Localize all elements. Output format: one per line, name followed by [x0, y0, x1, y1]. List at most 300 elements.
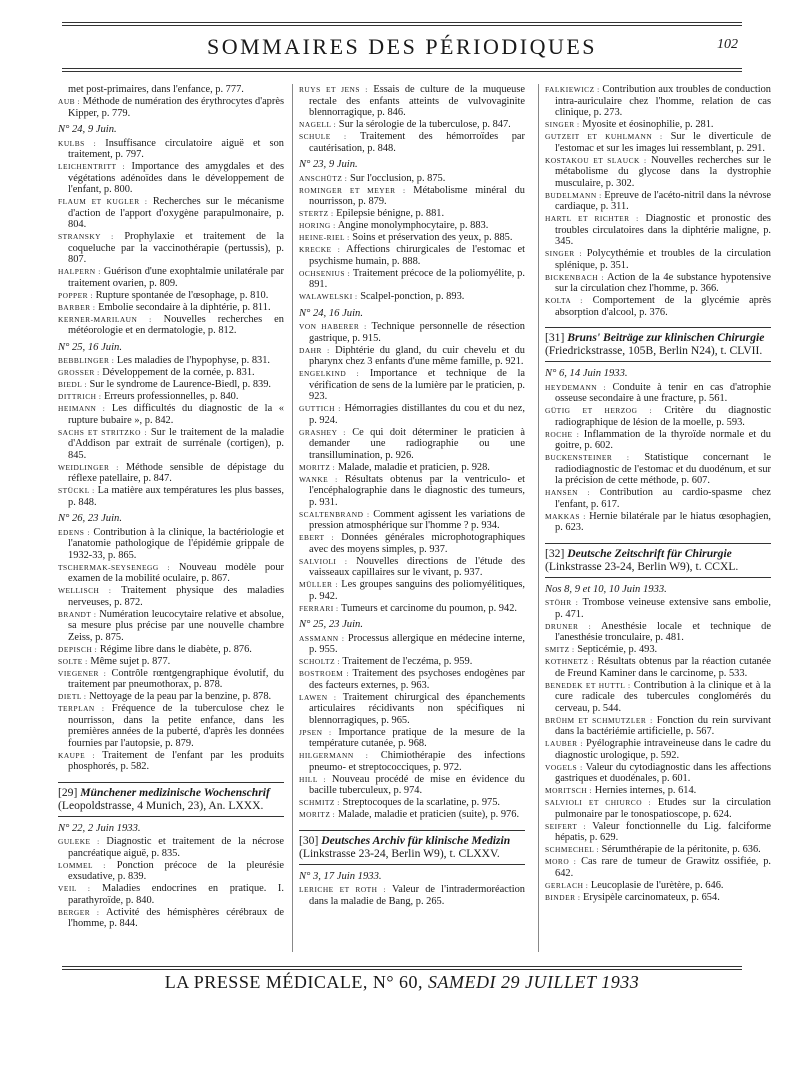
abstract-entry [58, 355, 284, 367]
abstract-text: Fréquence de la tuberculose chez le nourrisson, dans la petite enfance, dans les premières années de la puberté, d'après les données fournies par l'autopsie, p. 879. [68, 703, 284, 749]
author-name: HILL : [299, 774, 326, 784]
abstract-text: Erysipèle carcinomateux, p. 654. [583, 891, 720, 903]
header-rule [62, 68, 742, 69]
abstract-entry [545, 597, 771, 620]
abstract-entry [299, 185, 525, 208]
abstract-entry [545, 738, 771, 761]
abstract-entry [545, 656, 771, 679]
footer-journal: LA PRESSE MÉDICALE, [164, 972, 368, 992]
abstract-text: Hernies internes, p. 614. [594, 785, 697, 796]
author-name: MORITZ : [299, 810, 336, 819]
author-name: WANKE : [299, 474, 338, 484]
abstract-entry [545, 272, 771, 295]
abstract-entry [299, 268, 525, 291]
column-divider [538, 84, 539, 952]
abstract-text: Résultats obtenus par la ventriculo- et l'encéphalographie dans le diagnostic des tumeurs, p. 931. [309, 473, 525, 508]
abstract-entry [299, 427, 525, 462]
abstract-entry [58, 462, 284, 485]
author-name: MORITSCH : [545, 786, 593, 795]
author-name: SCHULE : [299, 132, 347, 141]
author-name: ROMINGER ET MEYER : [299, 185, 406, 195]
abstract-entry [58, 391, 284, 403]
page-header [62, 16, 742, 72]
author-name: ANSCHÜTZ : [299, 173, 348, 183]
abstract-entry [299, 173, 525, 185]
abstract-text: Insuffisance circulatoire aiguë et son traitement, p. 797. [68, 137, 284, 160]
author-name: MORITZ : [299, 462, 336, 472]
abstract-entry [545, 452, 771, 487]
abstract-text: Résultats obtenus par la réaction cutanée de Freund Kaminer dans le carcinome, p. 533. [555, 656, 771, 679]
abstract-text: Méthode de numération des érythrocytes d'après Kipper, p. 779. [68, 96, 284, 119]
abstract-entry [299, 403, 525, 426]
abstract-text: Epreuve de l'acéto-nitril dans la névrose cardiaque, p. 311. [555, 189, 771, 212]
abstract-text: Malade, maladie et praticien (suite), p. 976. [337, 809, 520, 820]
issue-number: N° 23, 9 Juin. [299, 159, 358, 170]
abstract-text: Contribution au cardio-spasme chez l'enfant, p. 617. [555, 487, 771, 510]
abstract-text: Nettoyage de la peau par la benzine, p. 878. [89, 691, 272, 702]
author-name: VEIL : [58, 884, 91, 893]
abstract-entry [299, 119, 525, 131]
author-name: GUTZEIT ET KUHLMANN : [545, 132, 663, 141]
author-name: VOGELS : [545, 762, 583, 772]
abstract-text: Sur le traitement de la maladie d'Addison par extrait de surrénale (cortigen), p. 845. [68, 426, 284, 461]
abstract-entry [299, 232, 525, 244]
abstract-entry [299, 633, 525, 656]
abstract-entry [58, 138, 284, 161]
abstract-entry [545, 762, 771, 785]
abstract-text: Soins et préservation des yeux, p. 885. [352, 232, 513, 243]
author-name: DAHR : [299, 345, 330, 355]
abstract-entry [299, 727, 525, 750]
abstract-text: Nouveau procédé de mise en évidence du bacille tuberculeux, p. 974. [309, 773, 525, 796]
abstract-text: Même sujet p. 877. [90, 655, 171, 667]
abstract-text: Ponction précoce de la pleurésie exsudative, p. 839. [68, 859, 284, 882]
abstract-text: Les difficultés du diagnostic de la « rupture bubaire », p. 842. [68, 403, 284, 426]
abstract-entry [299, 809, 525, 821]
page-footer [62, 972, 742, 993]
author-name: FLAUM ET KUGLER : [58, 197, 148, 206]
author-name: SINGER : [545, 120, 580, 129]
abstract-text: Contribution à la clinique, la bactériologie et l'anatomie pathologique de l'épidémie grippale de 1932-33, p. 865. [68, 526, 284, 561]
abstract-entry [58, 367, 284, 379]
abstract-text: Cas rare de tumeur de Grawitz ossifiée, p. 642. [555, 856, 771, 879]
abstract-entry [58, 562, 284, 585]
journal-number: [31] [545, 331, 565, 344]
author-name: POPPER : [58, 290, 94, 300]
column-3 [545, 84, 771, 904]
abstract-entry [58, 656, 284, 668]
issue-number: N° 25, 23 Juin. [299, 619, 363, 630]
abstract-entry [299, 84, 525, 119]
abstract-text: Contribution aux troubles de conduction intra-auriculaire chez l'homme, relation de cas clinique, p. 273. [555, 84, 771, 118]
abstract-entry [545, 621, 771, 644]
journal-heading [58, 782, 284, 817]
abstract-text: Diphtérie du gland, du cuir chevelu et du pharynx chez 3 enfants d'une même famille, p. 921. [309, 344, 525, 367]
author-name: HEIMANN : [58, 404, 106, 413]
abstract-text: Technique personnelle de résection gastrique, p. 915. [309, 321, 525, 344]
abstract-entry [299, 220, 525, 232]
abstract-entry [545, 119, 771, 131]
header-rule [62, 25, 742, 26]
abstract-text: Nouvelles directions de l'étude des vaisseaux capillaires sur le vivant, p. 937. [309, 555, 526, 578]
abstract-text: Hernie bilatérale par le hiatus œsophagien, p. 623. [555, 510, 771, 533]
author-name: GROSSER : [58, 368, 100, 377]
footer-rule [62, 966, 742, 967]
abstract-entry [58, 860, 284, 883]
abstract-entry [58, 196, 284, 231]
journal-details: (Linkstrasse 23-24, Berlin W9), t. CLXXV. [299, 846, 500, 860]
abstract-text: Recherches sur le mécanisme d'action de l'apport d'oxygène parapulmonaire, p. 804. [68, 196, 284, 230]
abstract-text: Ce qui doit déterminer le praticien à demander une radiographie ou une transillumination, p. 926. [309, 426, 525, 461]
abstract-text: Sur le syndrome de Laurence-Biedl, p. 839. [89, 379, 271, 390]
abstract-text: Importance des amygdales et des végétations adénoïdes dans le développement de l'enfant, p. 800. [68, 161, 284, 195]
abstract-entry [58, 290, 284, 302]
author-name: BIEDL : [58, 380, 87, 389]
author-name: TSCHERMAK-SEYSENEGG : [58, 562, 170, 572]
abstract-entry [299, 668, 525, 691]
abstract-entry [58, 485, 284, 508]
abstract-entry [545, 248, 771, 271]
journal-details: (Linkstrasse 23-24, Berlin W9), t. CCXL. [545, 559, 739, 573]
abstract-text: Polycythémie et troubles de la circulation splénique, p. 351. [555, 248, 771, 271]
author-name: SEIFERT : [545, 821, 586, 831]
abstract-text: Leucoplasie de l'urètère, p. 646. [590, 879, 724, 891]
abstract-entry [545, 680, 771, 715]
abstract-text: Régime libre dans le diabète, p. 876. [99, 643, 252, 655]
author-name: KRECKE : [299, 245, 341, 254]
author-name: DEPISCH : [58, 644, 98, 654]
abstract-text: Contribution à la clinique et à la cure radicale des tubercules conglomérés du cerveau, p. 544. [555, 679, 771, 714]
issue-number: N° 6, 14 Juin 1933. [545, 368, 628, 379]
abstract-entry [299, 579, 525, 602]
abstract-text: Malade, maladie et praticien, p. 928. [337, 461, 490, 473]
abstract-entry [299, 656, 525, 668]
abstract-text: Importance et technique de la vérification de sens de la lumière par le praticien, p. 923. [309, 368, 526, 402]
abstract-text: Nouveau modèle pour examen de la mobilité oculaire, p. 867. [68, 561, 284, 584]
abstract-text: Erreurs professionnelles, p. 840. [104, 391, 239, 402]
abstract-entry [299, 532, 525, 555]
abstract-entry [545, 880, 771, 892]
abstract-text: Affections chirurgicales de l'estomac et psychisme humain, p. 888. [309, 244, 526, 267]
author-name: EDENS : [58, 527, 90, 537]
author-name: KOTHNETZ : [545, 657, 595, 666]
abstract-text: Méthode sensible de dépistage du réflexe patellaire, p. 847. [68, 461, 284, 484]
author-name: STERTZ : [299, 209, 334, 218]
author-name: OCHSENIUS : [299, 268, 351, 278]
issue-number: N° 26, 23 Juin. [58, 513, 122, 524]
abstract-entry [299, 884, 525, 907]
abstract-text: Maladies endocrines en pratique. I. parathyroïde, p. 840. [68, 883, 284, 906]
abstract-text: Nouvelles recherches sur le métabolisme du glycose dans la dystrophie musculaire, p. 302. [555, 154, 771, 189]
abstract-text: Valeur fonctionnelle du Lig. falciforme hépatis, p. 629. [555, 820, 771, 843]
author-name: TERPLAN : [58, 704, 105, 713]
author-name: NAGELL : [299, 120, 337, 129]
journal-heading [299, 830, 525, 865]
abstract-entry [299, 774, 525, 797]
abstract-text: Activité des hémisphères cérébraux de l'homme, p. 844. [68, 906, 285, 929]
abstract-text: Epilepsie bénigne, p. 881. [336, 208, 445, 219]
abstract-text: Conduite à tenir en cas d'atrophie osseuse secondaire à une fracture, p. 561. [555, 381, 771, 404]
author-name: KERNER-MARILAUN : [58, 314, 152, 324]
journal-name: Bruns' Beiträge zur klinischen Chirurgie [567, 331, 765, 344]
abstract-entry [58, 907, 284, 930]
author-name: WALAWELSKI : [299, 292, 358, 301]
abstract-entry [299, 797, 525, 809]
author-name: ROCHE : [545, 429, 580, 439]
abstract-entry [299, 474, 525, 509]
author-name: GUTTICH : [299, 404, 341, 413]
abstract-entry [299, 603, 525, 615]
author-name: DRUNER : [545, 621, 592, 631]
author-name: BENEDEK ET HUTTL : [545, 680, 631, 690]
abstract-text: Tumeurs et carcinome du poumon, p. 942. [341, 602, 517, 614]
column-2 [299, 84, 525, 908]
author-name: LAUBER : [545, 739, 583, 748]
abstract-entry [58, 585, 284, 608]
author-name: BUCKENSTEINER : [545, 453, 630, 462]
author-name: GULEKE : [58, 837, 100, 846]
abstract-text: Les groupes sanguins des poliomyélitiques, p. 942. [309, 579, 525, 602]
abstract-entry [58, 644, 284, 656]
abstract-text: Données générales microphotographiques avec des moyens simples, p. 937. [309, 532, 525, 555]
author-name: ENGELKIND : [299, 369, 360, 378]
issue-number: N° 3, 17 Juin 1933. [299, 870, 382, 882]
abstract-text: Importance pratique de la mesure de la température cutanée, p. 968. [309, 726, 525, 749]
abstract-entry [545, 856, 771, 879]
journal-name: Münchener medizinische Wochenschrif [80, 785, 270, 799]
abstract-entry [545, 190, 771, 213]
author-name: STÖHR : [545, 598, 579, 607]
abstract-entry [299, 509, 525, 532]
abstract-text: Sur la sérologie de la tuberculose, p. 847. [338, 119, 511, 130]
author-name: BICKENBACH : [545, 272, 604, 282]
abstract-entry [58, 266, 284, 289]
abstract-entry [58, 379, 284, 391]
author-name: LAWEN : [299, 692, 337, 702]
page-title: SOMMAIRES DES PÉRIODIQUES [206, 34, 598, 59]
journal-number: [29] [58, 785, 78, 799]
abstract-entry [545, 382, 771, 405]
author-name: GERLACH : [545, 880, 589, 890]
abstract-text: Les maladies de l'hypophyse, p. 831. [116, 355, 271, 366]
author-name: HANSEN : [545, 488, 591, 497]
author-name: SMITZ : [545, 645, 575, 654]
abstract-text: Valeur du cytodiagnostic dans les affections gastriques et duodénales, p. 601. [555, 761, 771, 784]
author-name: FALKIEWICZ : [545, 85, 600, 94]
abstract-entry [58, 883, 284, 906]
abstract-entry [545, 155, 771, 190]
journal-number: [32] [545, 546, 565, 560]
abstract-entry [545, 785, 771, 797]
abstract-text: Traitement physique des maladies nerveuses, p. 872. [68, 585, 285, 608]
author-name: LERICHE ET ROTH : [299, 885, 386, 894]
author-name: LEICHENTRITT : [58, 162, 126, 171]
author-name: RUYS ET JENS : [299, 85, 368, 94]
abstract-text: Hémorragies distillantes du cou et du nez, p. 924. [309, 403, 525, 426]
author-name: DITTRICH : [58, 392, 102, 401]
author-name: VIEGENER : [58, 668, 107, 678]
author-name: KOLTA : [545, 296, 583, 305]
author-name: BARBER : [58, 302, 96, 312]
abstract-entry [58, 691, 284, 703]
author-name: SINGER : [545, 249, 582, 258]
abstract-entry [545, 644, 771, 656]
abstract-text: Guérison d'une exophtalmie unilatérale par traitement ovarien, p. 809. [68, 266, 284, 289]
author-name: DIETL : [58, 692, 87, 701]
abstract-entry [299, 345, 525, 368]
abstract-text: Sur le diverticule de l'estomac et sur les images lui ressemblant, p. 291. [555, 131, 771, 154]
journal-details: (Leopoldstrasse, 4 Munich, 23), An. LXXX. [58, 798, 264, 812]
author-name: KOSTAKOU ET SLAUCK : [545, 155, 647, 165]
abstract-entry [58, 96, 284, 119]
abstract-text: Diagnostic et traitement de la nécrose pancréatique aiguë, p. 835. [68, 836, 284, 859]
author-name: VON HABERER : [299, 322, 367, 331]
abstract-entry [545, 429, 771, 452]
abstract-text: Comment agissent les variations de pression atmosphérique sur l'homme ? p. 934. [309, 508, 525, 531]
author-name: GÜTIG ET HERZOG : [545, 406, 653, 415]
abstract-entry [58, 231, 284, 266]
abstract-text: Comportement de la glycémie après absorption d'alcool, p. 376. [555, 295, 771, 318]
abstract-entry [58, 527, 284, 562]
abstract-entry [545, 131, 771, 154]
abstract-text: Processus allergique en médecine interne, p. 955. [309, 632, 525, 655]
journal-details: (Friedrickstrasse, 105B, Berlin N24), t. CLVII. [545, 344, 763, 357]
abstract-text: Traitement de l'eczéma, p. 959. [342, 656, 473, 667]
author-name: HEINE-RIEL : [299, 233, 350, 242]
abstract-text: Streptocoques de la scarlatine, p. 975. [342, 797, 500, 808]
abstract-text: Contrôle rœntgengraphique évolutif, du traitement par pneumothorax, p. 878. [68, 667, 284, 690]
author-name: SCALTENBRAND : [299, 509, 370, 519]
journal-number: [30] [299, 833, 319, 847]
author-name: KULBS : [58, 138, 97, 148]
author-name: HORING : [299, 221, 336, 230]
abstract-entry [545, 511, 771, 534]
abstract-entry [58, 703, 284, 749]
journal-heading [545, 543, 771, 578]
abstract-text: Fonction du rein survivant dans la bactériémie artificielle, p. 567. [555, 714, 771, 737]
issue-number: N° 24, 16 Juin. [299, 307, 363, 319]
abstract-entry [299, 750, 525, 773]
abstract-text: Septicémie, p. 493. [577, 644, 658, 655]
journal-heading [545, 327, 771, 362]
issue-number: N° 22, 2 Juin 1933. [58, 822, 141, 834]
abstract-text: Inflammation de la thyroïde normale et du goitre, p. 602. [555, 428, 771, 451]
abstract-text: Rupture spontanée de l'œsophage, p. 810. [95, 289, 269, 301]
abstract-text: Etudes sur la circulation pulmonaire par le tonospatioscope, p. 624. [555, 797, 771, 820]
author-name: BINDER : [545, 892, 581, 902]
abstract-text: Valeur de l'intradermoréaction dans la maladie de Bang, p. 265. [309, 884, 525, 907]
abstract-text: Angine monolymphocytaire, p. 883. [337, 220, 489, 231]
abstract-entry [58, 403, 284, 426]
header-rule [62, 71, 742, 72]
columns [58, 84, 784, 962]
footer-date: SAMEDI 29 JUILLET 1933 [428, 972, 640, 992]
column-divider [292, 84, 293, 952]
issue-number: N° 25, 16 Juin. [58, 341, 122, 353]
author-name: SACHS ET STRITZKO : [58, 427, 148, 437]
issue-number: Nos 8, 9 et 10, 10 Juin 1933. [545, 583, 667, 595]
abstract-entry [299, 692, 525, 727]
abstract-text: La matière aux températures les plus basses, p. 848. [68, 485, 284, 508]
abstract-text: Essais de culture de la muqueuse rectale des enfants atteints de vulvovaginite blennorragique, p. 846. [309, 84, 526, 118]
abstract-text: Développement de la cornée, p. 831. [102, 367, 255, 378]
abstract-text: Chimiothérapie des infections pneumo- et streptococciques, p. 972. [309, 750, 525, 773]
footer-number: N° 60, [372, 972, 424, 992]
author-name: BOSTROEM : [299, 669, 350, 678]
page-number: 102 [717, 37, 738, 52]
column-1 [58, 84, 284, 930]
journal-name: Deutsches Archiv für klinische Medizin [321, 833, 511, 847]
abstract-text: Statistique concernant le radiodiagnostic de l'estomac et du duodénum, et sur la précision de cette méthode, p. 607. [555, 452, 771, 486]
author-name: BEBBLINGER : [58, 356, 115, 365]
author-name: MORO : [545, 857, 577, 866]
abstract-entry [299, 368, 525, 403]
abstract-entry [299, 208, 525, 220]
author-name: ASSMANN : [299, 633, 345, 643]
author-name: KAUPE : [58, 750, 95, 760]
journal-name: Deutsche Zeitschrift für Chirurgie [567, 546, 732, 560]
abstract-text: Traitement précoce de la poliomyélite, p. 891. [309, 267, 525, 290]
abstract-entry [58, 302, 284, 314]
author-name: EBERT : [299, 533, 334, 542]
abstract-entry [58, 836, 284, 859]
abstract-entry [299, 291, 525, 303]
abstract-text: Traitement des hémorroïdes par cautérisation, p. 848. [309, 131, 525, 154]
author-name: SOLTE : [58, 656, 88, 666]
author-name: BRANDT : [58, 609, 97, 619]
abstract-text: Traitement des psychoses endogènes par des facteurs externes, p. 963. [309, 668, 526, 691]
abstract-entry [299, 131, 525, 154]
author-name: SCHOLTZ : [299, 657, 340, 666]
abstract-entry [545, 84, 771, 119]
author-name: MAKKAS : [545, 511, 586, 521]
abstract-text: Sérumthérapie de la péritonite, p. 636. [601, 844, 761, 855]
author-name: WEIDLINGER : [58, 462, 119, 472]
abstract-text: Diagnostic et pronostic des troubles circulatoires dans la diphtérie maligne, p. 345. [555, 213, 771, 247]
author-name: JPSEN : [299, 727, 332, 737]
abstract-text: Nouvelles recherches en météorologie et en dermatologie, p. 812. [68, 313, 284, 336]
abstract-text: Action de la 4e substance hypotensive sur la circulation chez l'homme, p. 366. [555, 271, 771, 294]
author-name: MÜLLER : [299, 580, 338, 589]
abstract-text: Anesthésie locale et technique de l'anesthésie tronculaire, p. 481. [555, 620, 771, 643]
author-name: SCHMITZ : [299, 798, 340, 807]
abstract-text: Métabolisme minéral du nourrisson, p. 879. [309, 184, 525, 207]
abstract-entry [299, 462, 525, 474]
abstract-entry [545, 487, 771, 510]
abstract-text: Trombose veineuse extensive sans embolie, p. 471. [555, 597, 771, 620]
author-name: SALVIOLI ET CHIURCO : [545, 798, 652, 807]
abstract-text: Sur l'occlusion, p. 875. [349, 172, 446, 184]
author-name: HILGERMANN : [299, 751, 369, 760]
abstract-entry [545, 295, 771, 318]
abstract-continued: met post-primaires, dans l'enfance, p. 777. [68, 84, 244, 95]
abstract-text: Scalpel-ponction, p. 893. [360, 291, 465, 302]
abstract-entry [545, 715, 771, 738]
author-name: HARTL ET RICHTER : [545, 214, 639, 223]
author-name: SCHMECHEL : [545, 845, 599, 854]
abstract-entry [545, 797, 771, 820]
author-name: HALPERN : [58, 267, 101, 276]
abstract-entry [58, 750, 284, 773]
abstract-text: Traitement chirurgical des épanchements articulaires récidivants non spécifiques ni blennorragiques, p. 965. [309, 691, 525, 726]
abstract-entry [58, 668, 284, 691]
abstract-text: Pyélographie intraveineuse dans le cadre du diagnostic urologique, p. 592. [555, 738, 771, 761]
abstract-entry [58, 609, 284, 644]
abstract-entry [545, 821, 771, 844]
footer-rule [62, 969, 742, 970]
abstract-entry [58, 161, 284, 196]
abstract-entry [299, 244, 525, 267]
